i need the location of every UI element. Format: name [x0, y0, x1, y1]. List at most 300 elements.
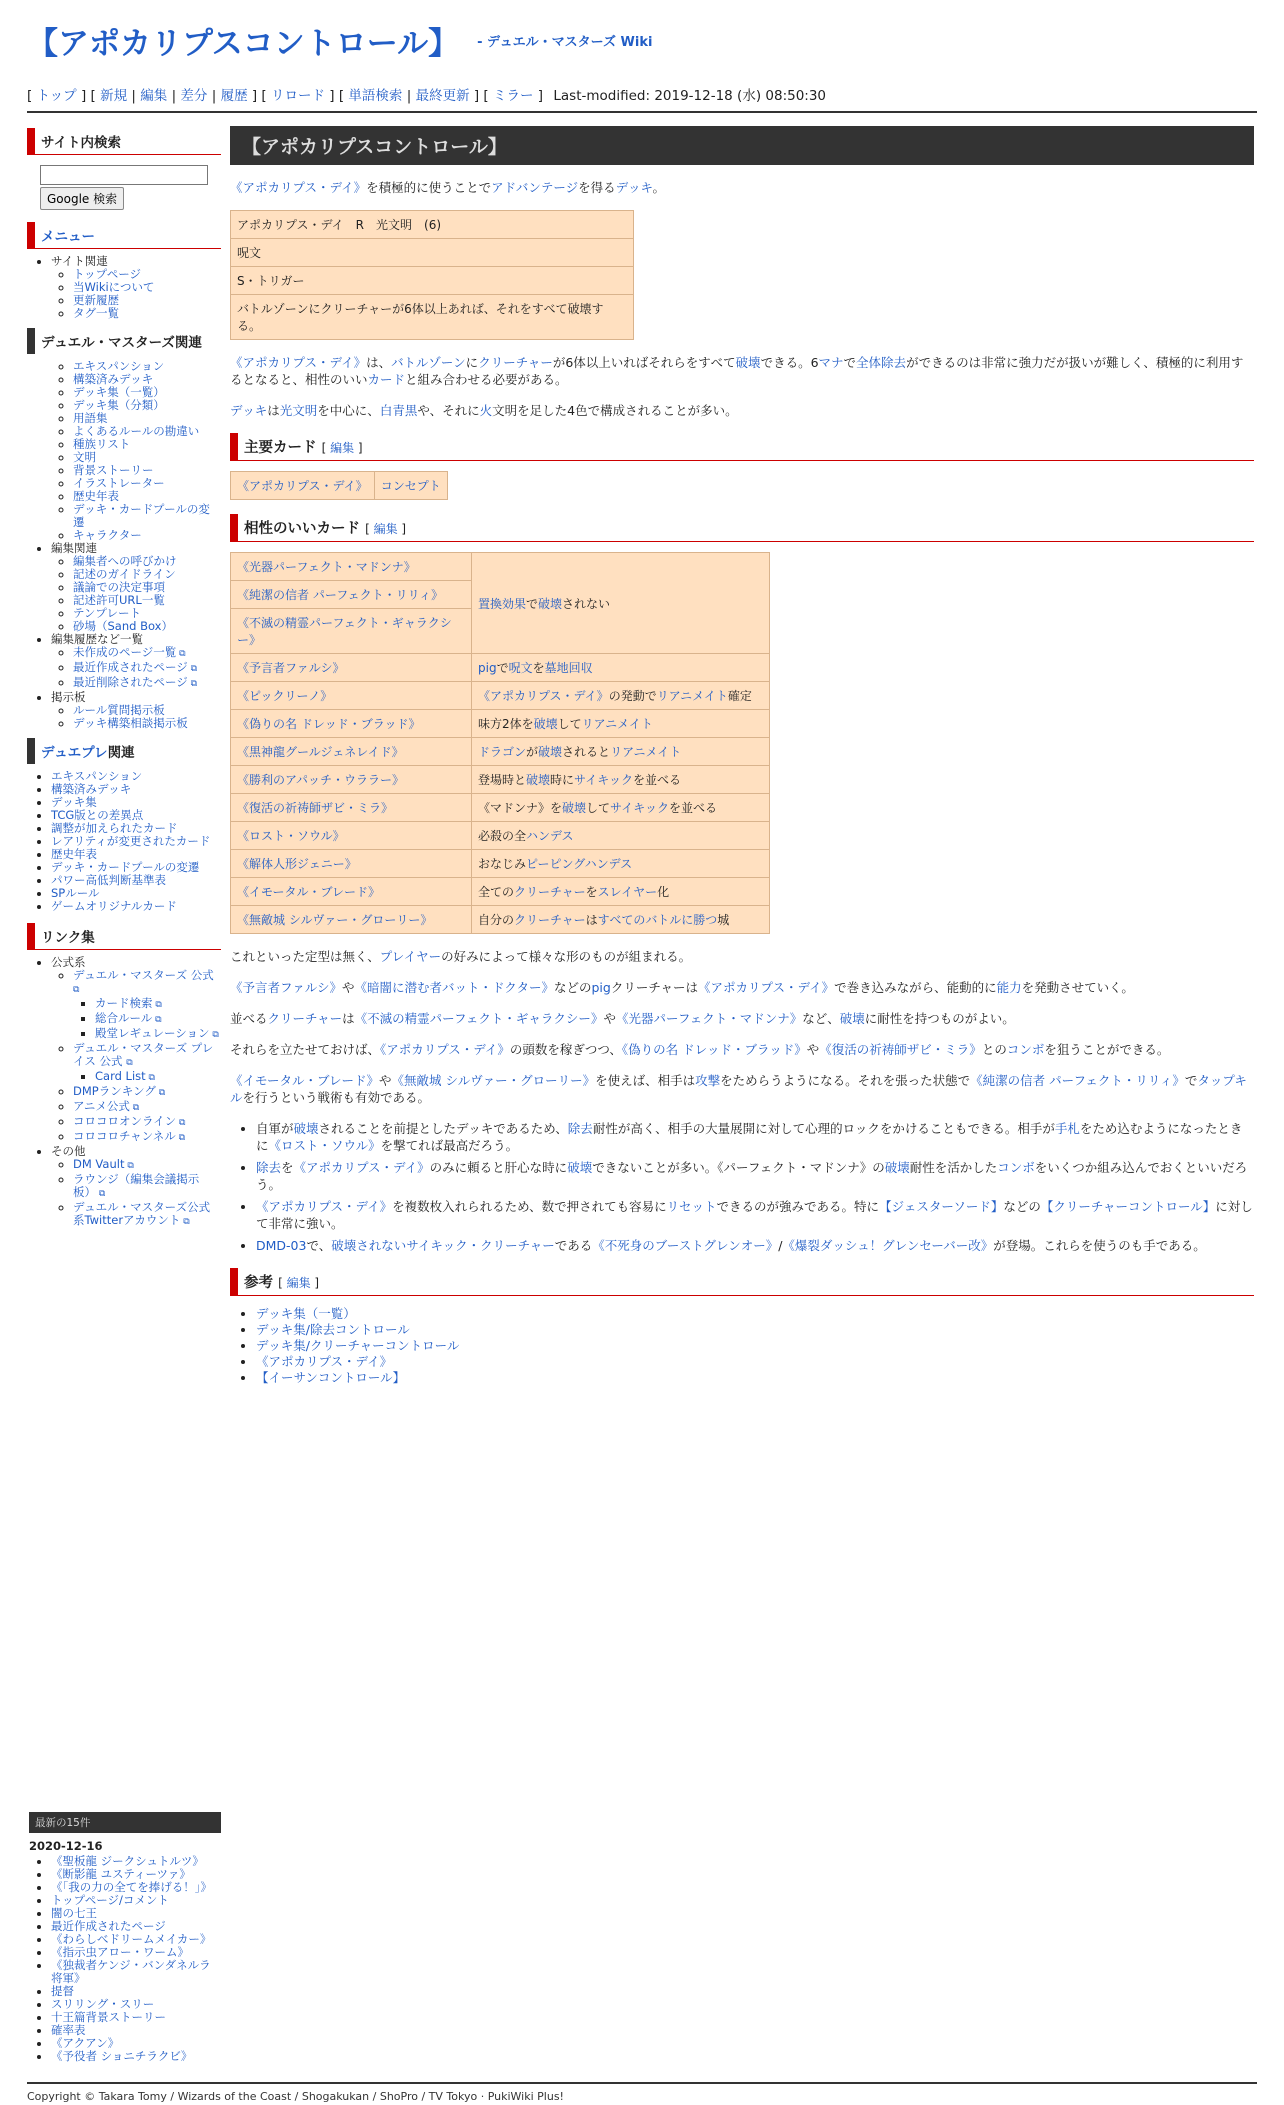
inline-link[interactable]: デッキ — [615, 180, 653, 195]
text: されると — [562, 745, 611, 759]
inline-link[interactable]: サイキック — [610, 801, 669, 815]
synergy-card-cell — [231, 738, 472, 766]
inline-link[interactable]: ハンデス — [526, 829, 574, 843]
text: をためらうようになる。それを張った状態で — [720, 1073, 971, 1088]
sidebar-link[interactable]: 背景ストーリー — [73, 463, 154, 477]
inline-link[interactable]: 破壊 — [526, 773, 551, 787]
synergy-card-cell — [231, 822, 472, 850]
footer-divider — [27, 2082, 1257, 2084]
recent-updates — [29, 1812, 221, 2063]
external-link-icon: ⧉ — [145, 1073, 155, 1083]
sidebar-item[interactable] — [73, 1158, 221, 1173]
sidebar-link[interactable]: アニメ公式 — [73, 1099, 130, 1113]
inline-link[interactable]: 《不滅の精霊パーフェクト・ギャラクシー》 — [354, 1011, 604, 1026]
card-link[interactable]: 《勝利のアパッチ・ウララー》 — [237, 773, 405, 787]
sidebar-link[interactable]: 最近削除されたページ — [73, 675, 188, 689]
sidebar-item[interactable] — [73, 1115, 221, 1130]
text: ができるのは非常に強力だが扱いが難しく、積極的に利用するとなると、相性のいい — [230, 355, 1244, 387]
sidebar-item[interactable] — [51, 900, 221, 913]
text: できないことが多い。《パーフェクト・マドンナ》の — [592, 1160, 885, 1175]
recent-link[interactable]: 《断影龍 ユスティーツァ》 — [51, 1867, 191, 1881]
recent-link[interactable]: 最近作成されたページ — [51, 1919, 166, 1933]
text: 登場時と — [478, 773, 527, 787]
sidebar-item[interactable] — [95, 1027, 221, 1042]
sidebar-item[interactable] — [95, 1012, 221, 1027]
section-heading-references: 参考 [ 編集 ] — [230, 1268, 1254, 1296]
sidebar-item[interactable] — [73, 1085, 221, 1100]
sidebar-link[interactable]: 調整が加えられたカード — [51, 821, 178, 835]
inline-link[interactable]: 《爆裂ダッシュ！グレンセーバー改》 — [782, 1238, 994, 1253]
recent-link[interactable]: トップページ/コメント — [51, 1893, 169, 1907]
card-link[interactable]: 《復活の祈祷師ザビ・ミラ》 — [237, 801, 394, 815]
nav-link[interactable]: 編集 — [140, 88, 168, 104]
inline-link[interactable]: 《偽りの名 ドレッド・ブラッド》 — [621, 1042, 807, 1057]
list-item[interactable] — [256, 1354, 1254, 1370]
nav-link[interactable]: 単語検索 — [348, 88, 403, 104]
sidebar-item[interactable] — [73, 1201, 221, 1229]
text: 化 — [657, 885, 670, 899]
recent-link[interactable]: 《指示虫アロー・ワーム》 — [51, 1945, 189, 1959]
nav-link[interactable]: 最終更新 — [415, 88, 470, 104]
history-items — [51, 646, 221, 691]
text: / — [778, 1238, 783, 1253]
recent-items — [29, 1855, 221, 2063]
sidebar-link[interactable]: レアリティが変更されたカード — [51, 834, 211, 848]
external-link-icon: ⧉ — [152, 1000, 162, 1010]
external-link-icon: ⧉ — [73, 985, 80, 995]
inline-link[interactable]: 《光器パーフェクト・マドンナ》 — [615, 1011, 803, 1026]
dp-official-link[interactable]: デュエル・マスターズ プレイス 公式 — [73, 1041, 214, 1068]
reference-link[interactable]: デッキ集/除去コントロール — [256, 1322, 410, 1337]
inline-link[interactable]: 【ジェスターソード】 — [879, 1199, 1004, 1214]
inline-link[interactable]: クリーチャー — [267, 1011, 343, 1026]
sidebar-link[interactable]: ゲームオリジナルカード — [51, 899, 177, 913]
inline-link[interactable]: 置換効果 — [478, 596, 527, 611]
inline-link[interactable]: 《復活の祈祷師ザビ・ミラ》 — [819, 1042, 982, 1057]
others-group-label: その他 — [51, 1144, 86, 1158]
inline-link[interactable]: 攻撃 — [695, 1073, 721, 1088]
sidebar-link[interactable]: ルール質問掲示板 — [73, 703, 165, 717]
text: など、 — [802, 1011, 840, 1026]
inline-link[interactable]: 破壊 — [839, 1011, 865, 1026]
sidebar-link[interactable]: ラウンジ（編集会議掲示板） — [73, 1172, 200, 1199]
sidebar-link[interactable]: デッキ・カードプールの変遷 — [51, 860, 200, 874]
recent-link[interactable]: 確率表 — [51, 2023, 86, 2037]
synergy-card-cell — [231, 794, 472, 822]
inline-link[interactable]: 《アポカリプス・デイ》 — [380, 1042, 510, 1057]
synergy-card-cell — [231, 850, 472, 878]
sidebar-link[interactable]: 最近作成されたページ — [73, 660, 188, 674]
card-link[interactable]: 《アポカリプス・デイ》 — [237, 479, 368, 493]
edit-link[interactable]: 編集 — [373, 522, 398, 536]
inline-link[interactable]: 《アポカリプス・デイ》 — [230, 355, 367, 370]
list-item — [256, 1198, 1254, 1232]
inline-link[interactable]: 《アポカリプス・デイ》 — [478, 689, 609, 703]
sidebar-item[interactable] — [73, 307, 221, 320]
sidebar-item[interactable] — [73, 676, 221, 691]
text: が6体以上いればそれらをすべて — [552, 355, 736, 370]
nav-separator: ] — [537, 88, 544, 104]
nav-link[interactable]: 差分 — [180, 88, 208, 104]
inline-link[interactable]: 《アポカリプス・デイ》 — [256, 1199, 393, 1214]
inline-link[interactable]: サイキック — [574, 773, 633, 787]
text: や — [806, 1042, 820, 1057]
sidebar-link[interactable]: 構築済みデッキ — [51, 782, 132, 796]
sidebar-link[interactable]: カード検索 — [95, 996, 153, 1010]
menu-heading[interactable]: メニュー — [27, 222, 221, 249]
sidebar-link[interactable]: デッキ・カードプールの変遷 — [73, 502, 210, 529]
inline-link[interactable]: 破壊 — [562, 801, 587, 815]
inline-link[interactable]: マナ — [818, 355, 844, 370]
duepure-items — [27, 770, 221, 913]
list-item — [256, 1237, 1254, 1254]
list-item[interactable] — [51, 1959, 221, 1985]
sidebar-link[interactable]: 議論での決定事項 — [73, 580, 165, 594]
inline-link[interactable]: 《アポカリプス・デイ》 — [697, 980, 835, 995]
inline-link[interactable]: リアニメイト — [656, 689, 728, 703]
recent-link[interactable]: 《聖板龍 ジークシュトルツ》 — [51, 1854, 204, 1868]
text: を狙うことができる。 — [1044, 1042, 1170, 1057]
text: で巻き込みながら、能動的に — [834, 980, 997, 995]
sidebar-link[interactable]: エキスパンション — [73, 359, 165, 373]
site-title[interactable]: 【アポカリプスコントロール】 — [27, 26, 460, 62]
text: などの — [553, 980, 592, 995]
sidebar-link[interactable]: DMPランキング — [73, 1084, 156, 1098]
inline-link[interactable]: pig — [478, 661, 497, 675]
sidebar-link[interactable]: パワー高低判断基準表 — [51, 873, 166, 887]
sidebar-link[interactable]: 構築済みデッキ — [73, 372, 154, 386]
sidebar-link[interactable]: 歴史年表 — [73, 489, 119, 503]
nav-separator: ] [ — [251, 88, 267, 104]
sidebar-link[interactable]: 歴史年表 — [51, 847, 97, 861]
text: や — [603, 1011, 616, 1026]
inline-link[interactable]: タップキル — [230, 1073, 1247, 1105]
main-content — [230, 126, 1254, 1386]
sidebar-item[interactable] — [73, 1100, 221, 1115]
sidebar-link[interactable]: 用語集 — [73, 411, 108, 425]
list-item[interactable] — [256, 1322, 1254, 1338]
dp-official-sub — [73, 1070, 221, 1085]
nav-link[interactable]: 履歴 — [220, 88, 248, 104]
inline-link[interactable]: 《アポカリプス・デイ》 — [293, 1160, 430, 1175]
text: が — [526, 745, 539, 759]
sidebar-link[interactable]: コロコロオンライン — [73, 1114, 177, 1128]
list-item — [256, 1159, 1254, 1193]
nav-link[interactable]: 新規 — [100, 88, 128, 104]
text: をいくつか組み込んでおくといいだろう。 — [256, 1160, 1248, 1192]
inline-link[interactable]: 破壊 — [533, 717, 558, 731]
inline-link[interactable]: 呪文 — [508, 661, 533, 675]
external-link-icon: ⧉ — [126, 1058, 133, 1068]
inline-link[interactable]: 白青黒 — [379, 403, 418, 418]
synergy-card-cell — [231, 609, 472, 654]
inline-link[interactable]: ピーピングハンデス — [526, 857, 633, 871]
edit-link[interactable]: 編集 — [330, 441, 355, 455]
sidebar-item[interactable] — [73, 717, 221, 730]
text: を — [585, 885, 598, 899]
card-link[interactable]: 《無敵城 シルヴァー・グローリー》 — [237, 913, 433, 927]
inline-link[interactable]: 《ロスト・ソウル》 — [268, 1138, 381, 1153]
card-link[interactable]: 《イモータル・ブレード》 — [237, 885, 381, 899]
inline-link[interactable]: 《予言者ファルシ》 — [230, 980, 342, 995]
sidebar-item[interactable] — [95, 1070, 221, 1085]
inline-link[interactable]: リセット — [666, 1199, 717, 1214]
text: の好みによって様々な形のものが組まれる。 — [441, 949, 692, 964]
reference-link[interactable]: 《アポカリプス・デイ》 — [256, 1354, 393, 1369]
text: 必殺の全 — [478, 829, 527, 843]
external-link-icon: ⧉ — [124, 1161, 134, 1171]
inline-link[interactable]: 破壊 — [293, 1121, 319, 1136]
text: して — [586, 801, 611, 815]
recent-link[interactable]: スリリング・スリー — [51, 1997, 155, 2011]
inline-link[interactable]: 火 — [479, 403, 493, 418]
sidebar-item[interactable] — [73, 646, 221, 661]
recent-link[interactable]: 《アクアン》 — [51, 2036, 120, 2050]
sidebar-link[interactable]: タグ一覧 — [73, 306, 119, 320]
edit-link[interactable]: 編集 — [286, 1276, 311, 1290]
recent-link[interactable]: 《予役者 ショニチラクビ》 — [51, 2049, 193, 2063]
inline-link[interactable]: クリーチャー — [478, 355, 553, 370]
inline-link[interactable]: ドラゴン — [478, 745, 527, 759]
text: おなじみ — [478, 857, 527, 871]
sidebar-link[interactable]: エキスパンション — [51, 769, 143, 783]
sidebar-link[interactable]: 砂場（Sand Box） — [73, 619, 173, 633]
sidebar-item[interactable] — [95, 997, 221, 1012]
table-row — [231, 766, 770, 794]
card-info-table — [230, 210, 634, 340]
inline-link[interactable]: 【クリーチャーコントロール】 — [1040, 1199, 1216, 1214]
sidebar-link[interactable]: コロコロチャンネル — [73, 1129, 176, 1143]
inline-link[interactable]: 手札 — [1054, 1121, 1080, 1136]
paragraph — [230, 354, 1254, 388]
recent-link[interactable]: 闇の七王 — [51, 1906, 97, 1920]
inline-link[interactable]: 《純潔の信者 パーフェクト・リリィ》 — [970, 1073, 1185, 1088]
card-link[interactable]: コンセプト — [380, 479, 441, 493]
card-link[interactable]: 《偽りの名 ドレッド・ブラッド》 — [237, 717, 421, 731]
site-subtitle[interactable]: - デュエル・マスターズ Wiki — [477, 35, 653, 50]
inline-link[interactable]: 《アポカリプス・デイ》 — [230, 180, 367, 195]
nav-link[interactable]: リロード — [271, 88, 325, 104]
text: で — [526, 596, 539, 611]
card-link[interactable]: 《予言者ファルシ》 — [237, 661, 345, 675]
inline-link[interactable]: 破壊 — [567, 1160, 593, 1175]
site-group-label: サイト関連 — [51, 254, 108, 268]
text: 耐性が高く、相手の大量展開に対して心理的ロックをかけることもできる。相手が — [592, 1121, 1055, 1136]
card-info-cell: バトルゾーンにクリーチャーが6体以上あれば、それをすべて破壊する。 — [231, 295, 634, 340]
reference-link[interactable]: デッキ集（一覧） — [256, 1306, 356, 1321]
inline-link[interactable]: 《不死身のブーストグレンオー》 — [592, 1238, 779, 1253]
card-link[interactable]: 《解体人形ジェニー》 — [237, 857, 357, 871]
sidebar-link[interactable]: 記述許可URL一覧 — [73, 593, 165, 607]
others-items — [51, 1158, 221, 1229]
inline-link[interactable]: カード — [367, 372, 406, 387]
inline-link[interactable]: リアニメイト — [581, 717, 653, 731]
google-search-button[interactable]: Google 検索 — [40, 187, 124, 210]
sidebar-link[interactable]: デッキ集（分類） — [73, 398, 165, 412]
text: を得る — [578, 180, 616, 195]
recent-link[interactable]: 十王篇背景ストーリー — [51, 2010, 166, 2024]
header-divider — [27, 111, 1257, 113]
inline-link[interactable]: プレイヤー — [379, 949, 442, 964]
text: 《マドンナ》を — [478, 801, 563, 815]
sidebar-link[interactable]: よくあるルールの勘違い — [73, 424, 200, 438]
other-official — [51, 1085, 221, 1145]
sidebar-link[interactable]: TCG版との差異点 — [51, 808, 144, 822]
sidebar-link[interactable]: イラストレーター — [73, 476, 165, 490]
text: 文明を足した4色で構成されることが多い。 — [492, 403, 738, 418]
text: に耐性を持つものがよい。 — [864, 1011, 1015, 1026]
card-link[interactable]: 《ピックリーノ》 — [237, 689, 333, 703]
list-item[interactable] — [51, 2050, 221, 2063]
paragraph — [230, 1072, 1254, 1106]
sidebar-link[interactable]: デッキ集 — [51, 795, 97, 809]
sidebar-link[interactable]: DM Vault — [73, 1157, 125, 1171]
inline-link[interactable]: 破壊 — [538, 596, 563, 611]
dm-items — [51, 360, 221, 542]
text: 。 — [652, 180, 665, 195]
dm-official-link[interactable]: デュエル・マスターズ 公式 — [73, 968, 214, 982]
inline-link[interactable]: 光文明 — [279, 403, 318, 418]
synergy-card-cell — [231, 581, 472, 609]
table-row — [231, 682, 770, 710]
inline-link[interactable]: 《無敵城 シルヴァー・グローリー》 — [391, 1073, 596, 1088]
duepure-heading: デュエプレ関連 — [27, 738, 221, 764]
synergy-note-cell — [472, 822, 770, 850]
sidebar-link[interactable]: 記述のガイドライン — [73, 567, 176, 581]
text: を並べる — [668, 801, 717, 815]
list-item[interactable] — [256, 1338, 1254, 1354]
sidebar-link[interactable]: 当Wikiについて — [73, 280, 155, 294]
inline-link[interactable]: リアニメイト — [610, 745, 682, 759]
search-input[interactable] — [40, 165, 208, 185]
reference-link[interactable]: デッキ集/クリーチャーコントロール — [256, 1338, 460, 1353]
sidebar-link[interactable]: 編集者への呼びかけ — [73, 554, 177, 568]
history-group-label: 編集履歴など一覧 — [51, 632, 143, 646]
text: をため込むようになったときに — [256, 1121, 1243, 1153]
text: 時に — [550, 773, 575, 787]
card-link[interactable]: 《光器パーフェクト・マドンナ》 — [237, 560, 416, 574]
inline-link[interactable]: 墓地回収 — [544, 661, 593, 675]
nav-separator: | — [406, 88, 412, 104]
main-cards-table — [230, 471, 448, 500]
external-link-icon: ⧉ — [176, 1118, 186, 1128]
inline-link[interactable]: コンボ — [997, 1160, 1035, 1175]
recent-link[interactable]: 《「我の力の全てを捧げる！」》 — [51, 1880, 212, 1894]
external-link-icon: ⧉ — [152, 1015, 162, 1025]
sidebar-link[interactable]: デュエル・マスターズ公式系Twitterアカウント — [73, 1200, 211, 1227]
inline-link[interactable]: 全体除去 — [856, 355, 907, 370]
text: されることを前提としたデッキであるため、 — [318, 1121, 568, 1136]
inline-link[interactable]: 能力 — [996, 980, 1022, 995]
nav-link[interactable]: ミラー — [493, 88, 534, 104]
text: 耐性を活かした — [909, 1160, 998, 1175]
inline-link[interactable]: 《イモータル・ブレード》 — [230, 1073, 380, 1088]
recent-link[interactable]: 《わらしべドリームメイカー》 — [51, 1932, 212, 1946]
reference-link[interactable]: 【イーサンコントロール】 — [256, 1370, 406, 1385]
recent-link[interactable]: 提督 — [51, 1984, 74, 1998]
main-card-cell — [231, 472, 375, 500]
inline-link[interactable]: 除去 — [567, 1121, 593, 1136]
inline-link[interactable]: クリーチャー — [514, 913, 586, 927]
sidebar-link[interactable]: 殿堂レギュレーション — [95, 1026, 210, 1040]
inline-link[interactable]: コンボ — [1006, 1042, 1045, 1057]
synergy-note-cell — [472, 850, 770, 878]
paragraph — [230, 979, 1254, 996]
inline-link[interactable]: DMD-03 — [256, 1238, 307, 1253]
sidebar-item[interactable] — [73, 1130, 221, 1145]
text: できる。6 — [760, 355, 819, 370]
external-link-icon: ⧉ — [209, 1030, 219, 1040]
inline-link[interactable]: スレイヤー — [597, 885, 658, 899]
recent-date: 2020-12-16 — [29, 1839, 103, 1853]
synergy-note-cell — [472, 906, 770, 934]
notes-list — [230, 1120, 1254, 1254]
table-row — [231, 794, 770, 822]
recent-heading: 最新の15件 — [29, 1812, 221, 1833]
sidebar-item[interactable] — [73, 661, 221, 676]
sidebar-link[interactable]: デッキ構築相談掲示板 — [73, 716, 188, 730]
inline-link[interactable]: 《暗闇に潜む者バット・ドクター》 — [354, 980, 554, 995]
sidebar-link[interactable]: 更新履歴 — [73, 293, 119, 307]
list-item — [256, 1120, 1254, 1154]
sidebar-link[interactable]: 未作成のページ一覧 — [73, 645, 177, 659]
sidebar-link[interactable]: SPルール — [51, 886, 100, 900]
sidebar-link[interactable]: 種族リスト — [73, 437, 131, 451]
inline-link[interactable]: デッキ — [230, 403, 268, 418]
inline-link[interactable]: pig — [591, 980, 611, 995]
sidebar-link[interactable]: トップページ — [73, 267, 141, 281]
nav-link[interactable]: トップ — [36, 88, 77, 104]
inline-link[interactable]: 破壊 — [538, 745, 563, 759]
text: で — [1184, 1073, 1198, 1088]
sidebar-link[interactable]: キャラクター — [73, 528, 142, 542]
card-link[interactable]: 《黒神龍グールジェネレイド》 — [237, 745, 404, 759]
sidebar-link[interactable]: デッキ集（一覧） — [73, 385, 165, 399]
text: は — [585, 913, 598, 927]
reference-list — [230, 1306, 1254, 1386]
text: 確定 — [727, 689, 752, 703]
recent-link[interactable]: 《独裁者ケンジ・バンダネルラ将軍》 — [51, 1958, 211, 1985]
inline-link[interactable]: 除去 — [256, 1160, 282, 1175]
list-item[interactable] — [256, 1306, 1254, 1322]
sidebar-item[interactable] — [73, 1173, 221, 1201]
sidebar-item[interactable] — [73, 503, 221, 529]
card-link[interactable]: 《純潔の信者 パーフェクト・リリィ》 — [237, 588, 444, 602]
inline-link[interactable]: すべてのバトルに勝つ — [597, 913, 718, 927]
inline-link[interactable]: 破壊 — [884, 1160, 910, 1175]
text: の頭数を稼ぎつつ、 — [509, 1042, 622, 1057]
synergy-card-cell — [231, 906, 472, 934]
list-item[interactable] — [256, 1370, 1254, 1386]
text: 自分の — [478, 913, 515, 927]
sidebar-link[interactable]: Card List — [95, 1069, 146, 1083]
inline-link[interactable]: アドバンテージ — [491, 180, 579, 195]
sidebar-link[interactable]: 総合ルール — [95, 1011, 153, 1025]
sidebar-link[interactable]: 文明 — [73, 450, 96, 464]
section-heading-main-cards: 主要カード [ 編集 ] — [230, 433, 1254, 461]
inline-link[interactable]: 破壊 — [735, 355, 761, 370]
external-link-icon: ⧉ — [187, 679, 198, 689]
sidebar-link[interactable]: テンプレート — [73, 606, 141, 620]
card-link[interactable]: 《ロスト・ソウル》 — [237, 829, 345, 843]
inline-link[interactable]: 破壊されないサイキック・クリーチャー — [331, 1238, 555, 1253]
inline-link[interactable]: バトルゾーン — [391, 355, 466, 370]
text: に — [465, 355, 479, 370]
inline-link[interactable]: クリーチャー — [514, 885, 586, 899]
card-link[interactable]: 《不滅の精霊パーフェクト・ギャラクシー》 — [237, 616, 452, 647]
synergy-note-cell — [472, 766, 770, 794]
table-row — [231, 654, 770, 682]
